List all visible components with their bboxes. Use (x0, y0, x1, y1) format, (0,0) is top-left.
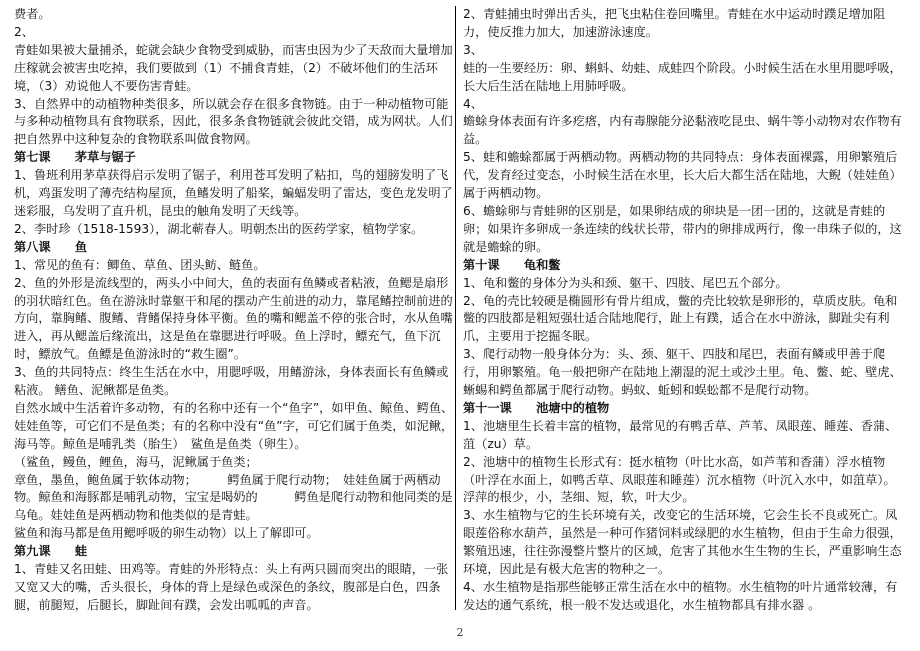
paragraph: 蛙的一生要经历：卵、蝌蚪、幼蛙、成蛙四个阶段。小时候生活在水里用腮呼吸，长大后生活在陆地上用肺呼吸。 (463, 60, 902, 93)
paragraph: 5、蛙和蟾蜍都属于两栖动物。两栖动物的共同特点：身体表面裸露，用卵繁殖后代，发育经过变态，小时候生活在水里，长大后大都生活在陆地，大鲵（娃娃鱼）属于两栖动物。 (463, 150, 902, 201)
paragraph: 3、 (463, 42, 483, 57)
paragraph: 2、池塘中的植物生长形式有：挺水植物（叶比水高，如芦苇和香蒲）浮水植物（叶浮在水面上，如鸭舌草、凤眼莲和睡莲）沉水植物（叶沉入水中，如菹草）。浮萍的根少，小，茎细、短，软，叶大少。 (463, 454, 896, 505)
paragraph: 6、蟾蜍卵与青蛙卵的区别是，如果卵结成的卵块是一团一团的，这就是青蛙的卵；如果许多卵成一条连续的线状长带，带内的卵排成两行，像一串珠子似的，这就是蟾蜍的卵。 (463, 203, 902, 254)
paragraph: 章鱼，墨鱼，鲍鱼属于软体动物； 鳄鱼属于爬行动物； 娃娃鱼属于两栖动物。鲸鱼和海豚都是哺乳动物，宝宝是喝奶的 鳄鱼是爬行动物和他同类的是乌龟。娃娃鱼是两栖动物和他类似的是青蛙。 (14, 472, 453, 523)
paragraph: 青蛙如果被大量捕杀，蛇就会缺少食物受到威胁，而害虫因为少了天敌而大量增加庄稼就会被害虫吃掉，我们要做到（1）不捕食青蛙，（2）不破坏他们的生活环境，（3）劝说他人不要伤害青蛙。 (14, 42, 453, 93)
paragraph: 1、鲁班利用茅草获得启示发明了锯子，利用苍耳发明了粘扣，鸟的翅膀发明了飞机，鸡蛋发明了薄壳结构屋顶，鱼鳍发明了船桨，蝙蝠发明了雷达，变色龙发明了迷彩服，乌发明了直升机，昆虫的触角发明了天线等。 (14, 168, 453, 218)
lesson-heading: 第九课 蛙 (14, 544, 88, 559)
paragraph: 2、 (14, 24, 34, 39)
lesson-heading: 第十一课 池塘中的植物 (463, 400, 610, 415)
paragraph: 3、水生植物与它的生长环境有关，改变它的生活环境，它会生长不良或死亡。凤眼莲俗称水葫芦，虽然是一种可作猪饲料或绿肥的水生植物，但由于生命力很强，繁殖迅速，往往弥漫整片整片的区域，危害了其他水生生物的生长，严重影响生态环境，因此是有极大危害的物种之一。 (463, 508, 902, 577)
paragraph: （鲨鱼，鳗鱼，鲤鱼，海马，泥鳅属于鱼类； (14, 454, 258, 469)
paragraph: 鲨鱼和海马都是鱼用鳃呼吸的卵生动物）以上了解即可。 (14, 526, 319, 541)
paragraph: 费者。 (14, 7, 51, 21)
lesson-heading: 第七课 茅草与锯子 (14, 150, 136, 165)
paragraph: 3、自然界中的动植物种类很多，所以就会存在很多食物链。由于一种动植物可能与多种动植物具有食物联系，因此，很多条食物链就会彼此交错，成为网状。人们把自然界中这种复杂的食物联系叫做食物网。 (14, 96, 453, 147)
paragraph: 蟾蜍身体表面有许多疙瘩，内有毒腺能分泌黏液吃昆虫、蜗牛等小动物对农作物有益。 (463, 114, 902, 147)
paragraph: 2、青蛙捕虫时弹出舌头，把飞虫粘住卷回嘴里。青蛙在水中运动时蹼足增加阻力，使反推力加大，加速游泳速度。 (463, 7, 886, 39)
lesson-heading: 第八课 鱼 (14, 239, 88, 254)
paragraph: 1、常见的鱼有：鲫鱼、草鱼、团头鲂、鲢鱼。 (14, 257, 266, 272)
paragraph: 2、李时珍（1518-1593），湖北蕲春人。明朝杰出的医药学家，植物学家。 (14, 221, 424, 236)
paragraph: 1、池塘里生长着丰富的植物，最常见的有鸭舌草、芦苇、凤眼莲、睡莲、香蒲、菹（zu）草。 (463, 418, 898, 451)
page-number: 2 (456, 626, 464, 639)
paragraph: 3、鱼的共同特点：终生生活在水中，用腮呼吸，用鳍游泳，身体表面长有鱼鳞或粘液。 鳝鱼、泥鳅都是鱼类。 (14, 365, 449, 398)
left-column (14, 6, 457, 615)
paragraph: 1、青蛙又名田蛙、田鸡等。青蛙的外形特点：头上有两只圆而突出的眼睛，一张又宽又大的嘴，舌头很长，身体的背上是绿色或深色的条纹，腹部是白色，四条腿，前腿短，后腿长，脚趾间有蹼，会发出呱呱的声音。 (14, 562, 449, 612)
paragraph: 4、 (463, 96, 483, 111)
paragraph: 3、爬行动物一般身体分为：头、颈、躯干、四肢和尾巴，表面有鳞或甲善于爬行，用卵繁殖。龟一般把卵产在陆地上潮湿的泥土或沙土里。龟、鳖、蛇、壁虎、蜥蜴和鳄鱼都属于爬行动物。蚂蚁、蚯蚓和蜈蚣都不是爬行动物。 (463, 347, 902, 398)
column-divider (455, 6, 456, 610)
paragraph: 2、龟的壳比较硬是椭圆形有骨片组成，鳖的壳比较软是卵形的，草质皮肤。龟和鳖的四肢都是粗短强壮适合陆地爬行，趾上有蹼，适合在水中游泳，脚趾尖有利爪，主要用于挖掘冬眠。 (463, 293, 898, 344)
paragraph: 4、水生植物是指那些能够正常生活在水中的植物。水生植物的叶片通常较薄，有发达的通气系统，根一般不发达或退化，水生植物都具有排水器 。 (463, 580, 898, 612)
paragraph: 2、鱼的外形是流线型的，两头小中间大，鱼的表面有鱼鳞或者粘液，鱼鳃是扇形的羽状暗红色。鱼在游泳时靠躯干和尾的摆动产生前进的动力，靠尾鳍控制前进的方向，靠胸鳍、腹鳍、背鳍保持身体平衡。鱼的嘴和鳃盖不停的张合时，水从鱼嘴进入，再从鳃盖后缘流出，这是鱼在靠腮进行呼吸。鱼上浮时，鳔充气，鱼下沉时，鳔放气。鱼鳔是鱼游泳时的“救生圈”。 (14, 275, 453, 362)
right-column (463, 6, 906, 615)
lesson-heading: 第十课 龟和鳖 (463, 257, 561, 272)
paragraph: 自然水域中生活着许多动物，有的名称中还有一个“鱼字”，如甲鱼、鲸鱼、鳄鱼、娃娃鱼等，可它们不是鱼类；有的名称中没有“鱼”字，可它们属于鱼类，如泥鳅，海马等。鲸鱼是哺乳类（胎生） 鲨鱼是鱼类（卵生）。 (14, 400, 454, 451)
paragraph: 1、龟和鳖的身体分为头和颈、躯干、四肢、尾巴五个部分。 (463, 275, 788, 290)
